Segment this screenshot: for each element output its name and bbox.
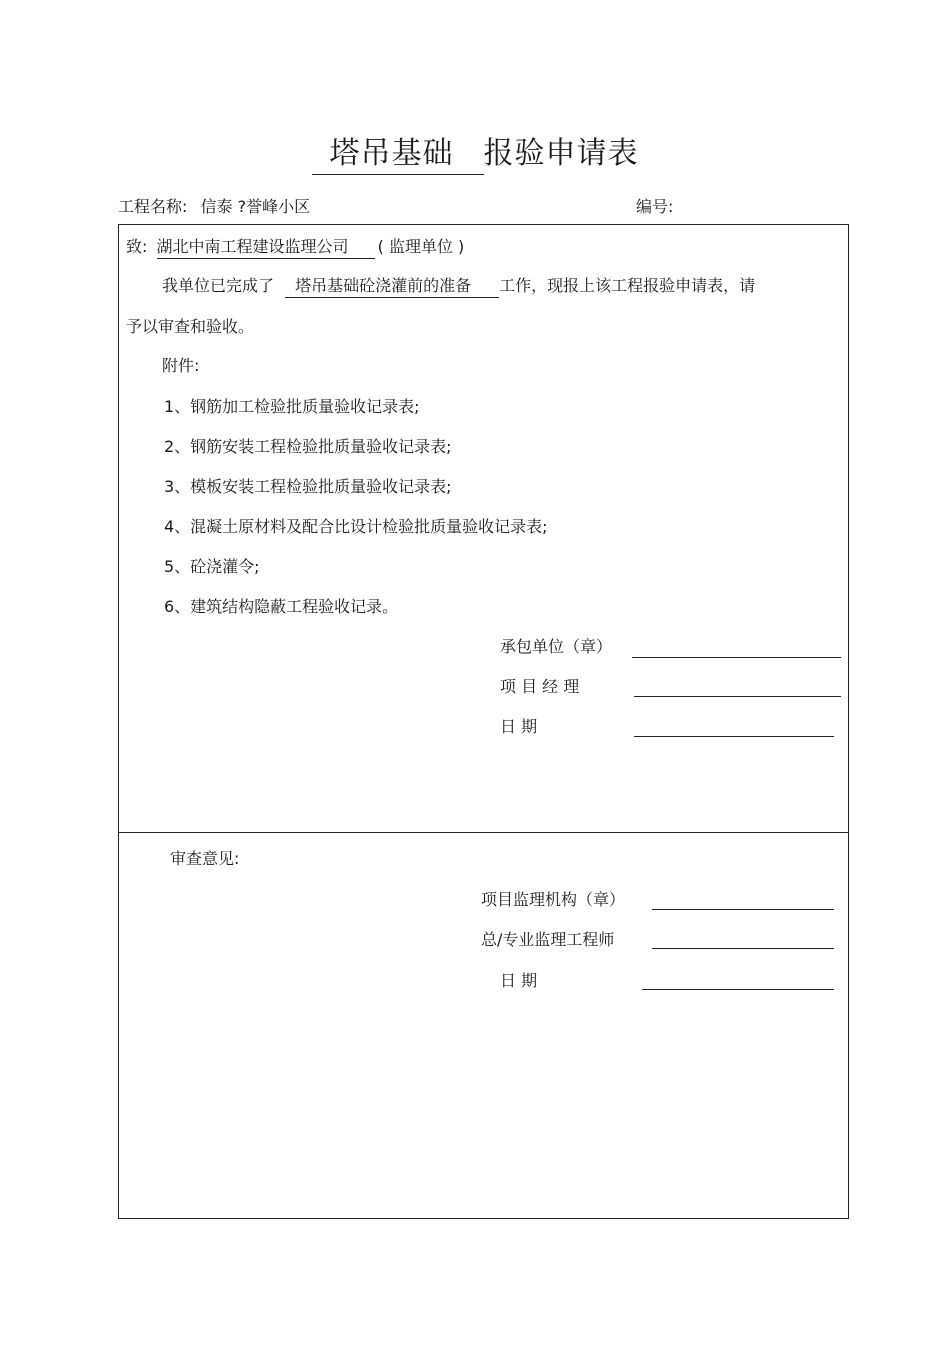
supervisor-role: ( 监理单位 ) <box>377 237 465 256</box>
body-line-1 <box>162 274 755 298</box>
attachment-item: 3、模板安装工程检验批质量验收记录表; <box>164 477 452 496</box>
chief-engineer-label: 总/专业监理工程师 <box>481 930 615 949</box>
project-label: 工程名称: <box>118 197 188 216</box>
attachments-label: 附件: <box>162 356 200 375</box>
body-prefix: 我单位已完成了 <box>162 276 275 295</box>
project-manager-label: 项 目 经 理 <box>500 677 580 696</box>
form-number-label: 编号: <box>636 197 674 216</box>
attachment-item: 2、钢筋安装工程检验批质量验收记录表; <box>164 437 452 456</box>
addressee-row <box>126 235 464 259</box>
title-subject: 塔吊基础 <box>312 134 484 175</box>
contractor-unit-label: 承包单位（章） <box>500 637 613 656</box>
project-manager-line <box>634 696 841 697</box>
title-rest: 报验申请表 <box>483 136 639 171</box>
form-table <box>118 224 849 1219</box>
form-title <box>0 132 950 176</box>
attachment-item: 1、钢筋加工检验批质量验收记录表; <box>164 397 420 416</box>
chief-engineer-line <box>652 948 834 949</box>
work-item: 塔吊基础砼浇灌前的准备 <box>285 275 499 298</box>
supervisor-company: 湖北中南工程建设监理公司 <box>157 236 375 259</box>
review-date-label: 日 期 <box>500 971 538 990</box>
project-name-row <box>118 195 310 219</box>
attachment-item: 4、混凝土原材料及配合比设计检验批质量验收记录表; <box>164 517 548 536</box>
supervision-org-label: 项目监理机构（章） <box>481 890 626 909</box>
body-line-2: 予以审查和验收。 <box>126 317 255 336</box>
attachment-item: 5、砼浇灌令; <box>164 557 260 576</box>
addressee-prefix: 致: <box>126 237 148 256</box>
review-opinion-label: 审查意见: <box>170 849 240 868</box>
contractor-date-label: 日 期 <box>500 717 538 736</box>
section-divider <box>118 832 849 833</box>
contractor-unit-line <box>632 657 841 658</box>
project-name: 信泰 ?誉峰小区 <box>200 197 311 216</box>
attachment-item: 6、建筑结构隐蔽工程验收记录。 <box>164 597 399 616</box>
body-suffix: 工作，现报上该工程报验申请表，请 <box>499 276 756 295</box>
supervision-org-line <box>652 909 834 910</box>
review-date-line <box>642 989 834 990</box>
contractor-date-line <box>634 736 834 737</box>
